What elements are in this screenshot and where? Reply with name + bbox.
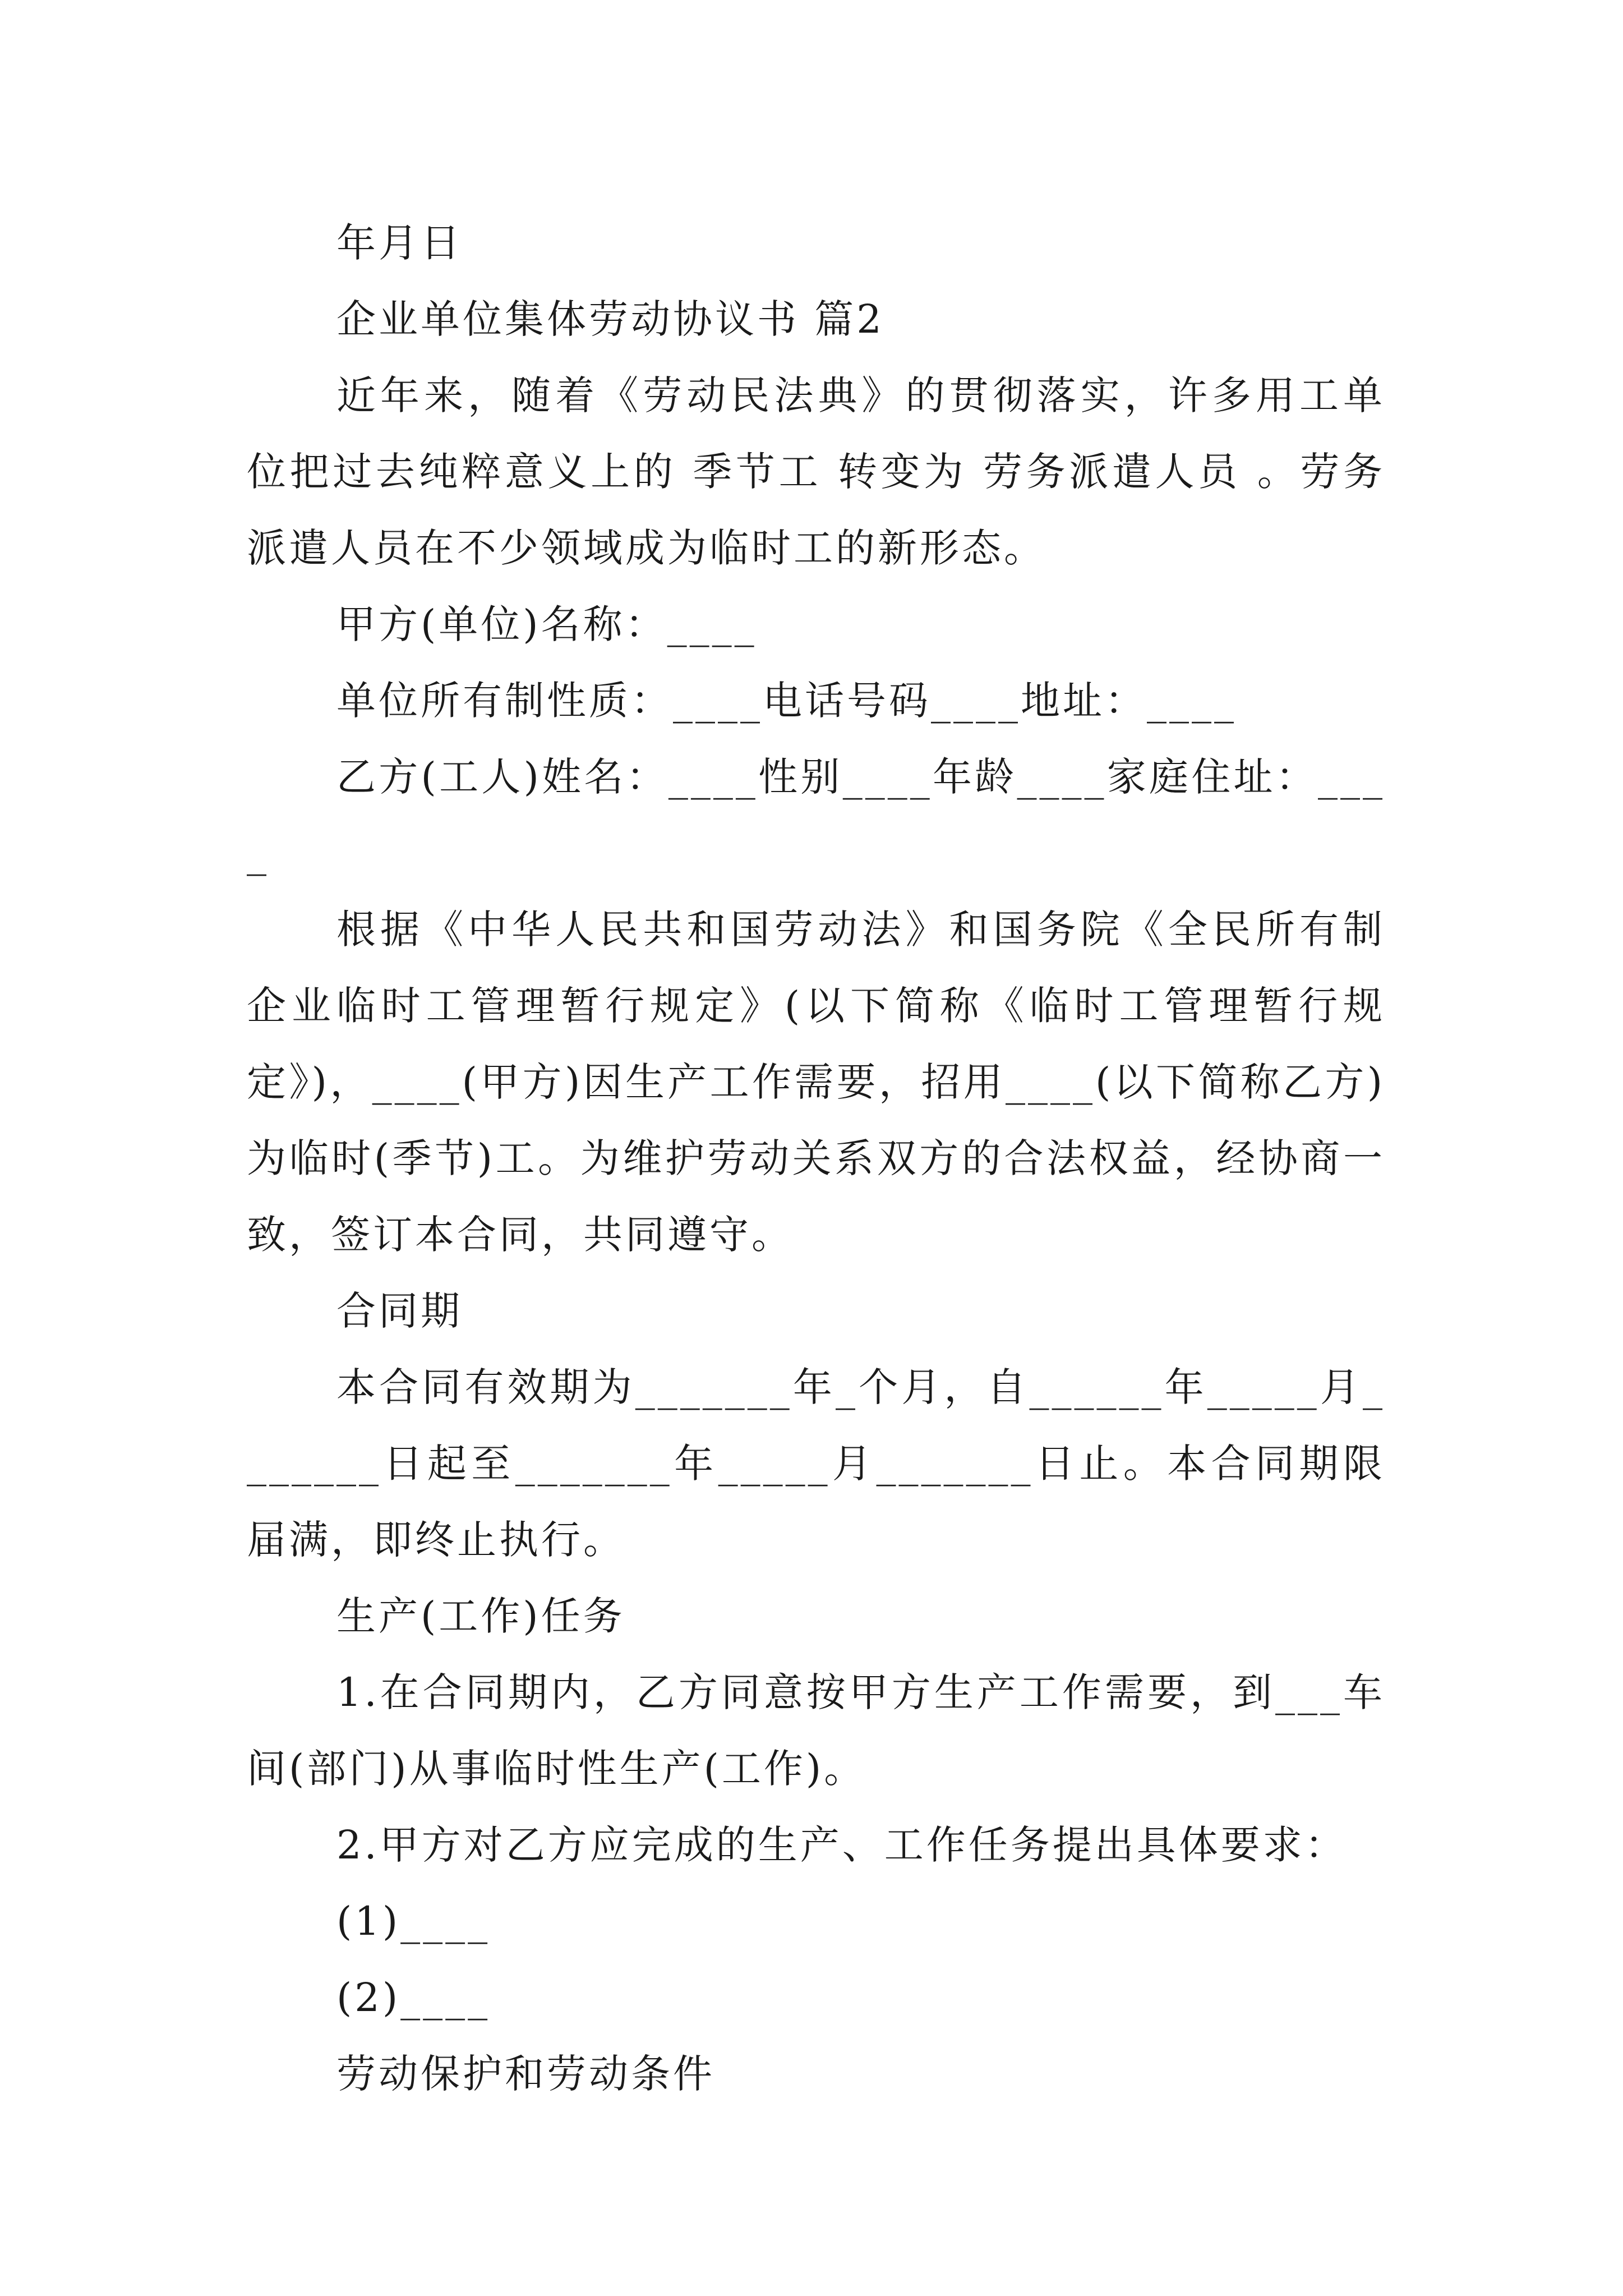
party-a-details: 单位所有制性质：____电话号码____地址：____ <box>336 678 1237 724</box>
task-item-2: 2.甲方对乙方应完成的生产、工作任务提出具体要求： <box>336 1822 1347 1868</box>
section-heading-tasks: 生产(工作)任务 <box>336 1593 625 1639</box>
date-line: 年月日 <box>336 220 463 266</box>
section-heading-contract-period: 合同期 <box>336 1288 463 1334</box>
party-b-details: 乙方(工人)姓名：____性别____年龄____家庭住址：____ <box>247 754 1385 876</box>
task-requirement-2: (2)____ <box>336 1975 491 2021</box>
legal-basis-paragraph: 根据《中华人民共和国劳动法》和国务院《全民所有制企业临时工管理暂行规定》(以下简称《临时工管理暂行规定》)，____(甲方)因生产工作需要，招用____(以下简称乙方)为临时(季节)工。为维护劳动关系双方的合法权益，经协商一致，签订本合同，共同遵守。 <box>247 907 1385 1258</box>
document-title: 企业单位集体劳动协议书 篇2 <box>336 296 884 342</box>
intro-paragraph: 近年来，随着《劳动民法典》的贯彻落实，许多用工单位把过去纯粹意义上的 季节工 转变为 劳务派遣人员 。劳务派遣人员在不少领域成为临时工的新形态。 <box>247 372 1385 571</box>
section-heading-labor-protection: 劳动保护和劳动条件 <box>336 2051 715 2097</box>
contract-period-paragraph: 本合同有效期为_______年_个月，自______年_____月_______日起至_______年_____月_______日止。本合同期限届满，即终止执行。 <box>247 1364 1385 1563</box>
task-item-1: 1.在合同期内，乙方同意按甲方生产工作需要，到___车间(部门)从事临时性生产(工作)。 <box>247 1669 1385 1792</box>
document-body <box>247 205 1385 2112</box>
party-a-name: 甲方(单位)名称：____ <box>336 601 757 647</box>
task-requirement-1: (1)____ <box>336 1898 491 1944</box>
